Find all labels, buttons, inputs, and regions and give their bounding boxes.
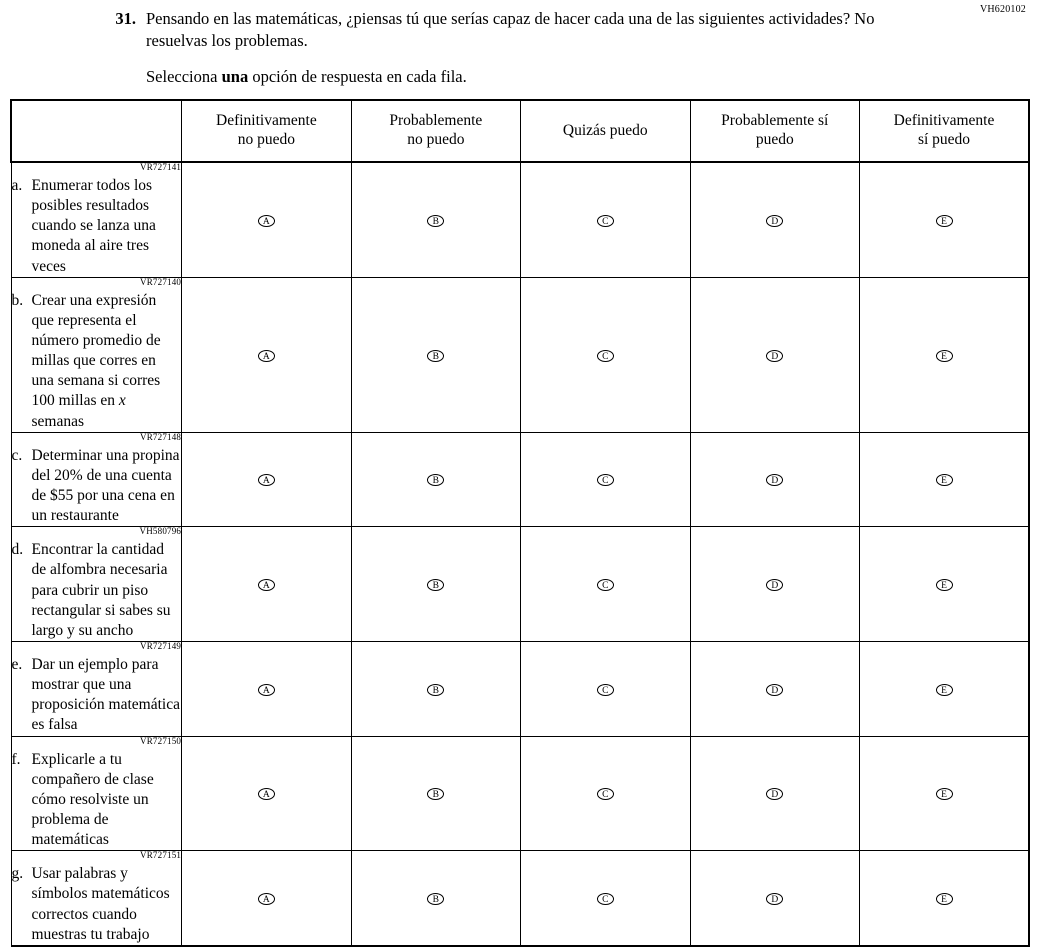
radio-b-option-2[interactable] [351, 277, 520, 432]
column-header-quizas-puedo [521, 100, 690, 162]
row-text: Enumerar todos los posibles resultados cuando se lanza una moneda al aire tres veces [31, 177, 156, 275]
bubble-a-icon[interactable]: A [258, 215, 275, 227]
row-stem-b [11, 277, 182, 432]
instruction-emphasis: una [221, 66, 249, 86]
radio-a-option-2[interactable] [351, 162, 520, 277]
header-line-1: Definitivamente [893, 112, 995, 130]
row-letter: f. [11, 750, 21, 768]
item-code: VH580796 [139, 526, 182, 537]
question-instruction [146, 66, 898, 88]
row-stem-g [11, 851, 182, 946]
bubble-e-icon[interactable]: E [936, 474, 953, 486]
bubble-e-icon[interactable]: E [936, 893, 953, 905]
bubble-a-icon[interactable]: A [258, 788, 275, 800]
row-stem-a [11, 162, 182, 277]
bubble-c-icon[interactable]: C [597, 579, 614, 591]
radio-f-option-1[interactable] [182, 736, 351, 851]
row-text: Usar palabras y símbolos matemáticos correctos cuando muestras tu trabajo [31, 865, 170, 943]
bubble-e-icon[interactable]: E [936, 684, 953, 696]
row-stem-f [11, 736, 182, 851]
header-line-2: no puedo [407, 131, 465, 148]
radio-g-option-4[interactable] [690, 851, 859, 946]
bubble-c-icon[interactable]: C [597, 350, 614, 362]
radio-g-option-1[interactable] [182, 851, 351, 946]
radio-a-option-4[interactable] [690, 162, 859, 277]
table-row [11, 432, 1029, 527]
bubble-c-icon[interactable]: C [597, 893, 614, 905]
radio-e-option-2[interactable] [351, 641, 520, 736]
row-text: Dar un ejemplo para mostrar que una proposición matemática es falsa [31, 655, 180, 734]
row-text: Determinar una propina del 20% de una cuenta de $55 por una cena en un restaurante [31, 446, 180, 525]
row-letter: g. [11, 865, 24, 883]
bubble-a-icon[interactable]: A [258, 474, 275, 486]
row-text-pre: Crear una expresión que representa el número promedio de millas que corres en una semana si corres 100 millas en [31, 291, 161, 410]
row-text-post: semanas [31, 412, 85, 430]
radio-e-option-4[interactable] [690, 641, 859, 736]
radio-b-option-1[interactable] [182, 277, 351, 432]
radio-e-option-3[interactable] [521, 641, 690, 736]
table-row [11, 641, 1029, 736]
bubble-a-icon[interactable]: A [258, 579, 275, 591]
row-stem-c [11, 432, 182, 527]
radio-c-option-1[interactable] [182, 432, 351, 527]
header-line-1: Probablemente [389, 112, 483, 130]
bubble-d-icon[interactable]: D [766, 893, 783, 905]
table-row [11, 277, 1029, 432]
bubble-a-icon[interactable]: A [258, 684, 275, 696]
radio-e-option-1[interactable] [182, 641, 351, 736]
instruction-post: opción de respuesta en cada fila. [248, 66, 467, 86]
radio-f-option-3[interactable] [521, 736, 690, 851]
radio-a-option-1[interactable] [182, 162, 351, 277]
radio-e-option-5[interactable] [860, 641, 1030, 736]
bubble-d-icon[interactable]: D [766, 215, 783, 227]
radio-b-option-4[interactable] [690, 277, 859, 432]
table-row [11, 162, 1029, 277]
header-line-1: Probablemente sí [721, 112, 829, 130]
table-row [11, 851, 1029, 946]
question-prompt-row [108, 8, 898, 52]
bubble-d-icon[interactable]: D [766, 474, 783, 486]
bubble-e-icon[interactable]: E [936, 788, 953, 800]
row-letter: c. [11, 446, 23, 464]
bubble-d-icon[interactable]: D [766, 684, 783, 696]
item-code: VR727140 [140, 276, 182, 287]
radio-c-option-5[interactable] [860, 432, 1030, 527]
radio-c-option-4[interactable] [690, 432, 859, 527]
radio-g-option-3[interactable] [521, 851, 690, 946]
response-matrix [10, 99, 1030, 947]
radio-c-option-3[interactable] [521, 432, 690, 527]
row-text-variable: x [118, 392, 126, 410]
question-number: 31. [115, 9, 136, 28]
bubble-b-icon[interactable]: B [427, 579, 444, 591]
bubble-b-icon[interactable]: B [427, 788, 444, 800]
radio-g-option-5[interactable] [860, 851, 1030, 946]
row-text [32, 291, 182, 432]
header-line-2: puedo [755, 131, 794, 148]
row-letter: b. [11, 291, 24, 309]
row-text: Explicarle a tu compañero de clase cómo resolviste un problema de matemáticas [31, 750, 154, 849]
bubble-c-icon[interactable]: C [597, 684, 614, 696]
radio-d-option-4[interactable] [690, 527, 859, 642]
radio-c-option-2[interactable] [351, 432, 520, 527]
header-line-2: sí puedo [917, 131, 971, 148]
radio-f-option-5[interactable] [860, 736, 1030, 851]
matrix-header-row [11, 100, 1029, 162]
table-row [11, 736, 1029, 851]
bubble-e-icon[interactable]: E [936, 579, 953, 591]
column-header-definitivamente-si-puedo [860, 100, 1030, 162]
radio-a-option-3[interactable] [521, 162, 690, 277]
row-letter: a. [11, 177, 23, 194]
bubble-d-icon[interactable]: D [766, 350, 783, 362]
radio-g-option-2[interactable] [351, 851, 520, 946]
bubble-e-icon[interactable]: E [936, 350, 953, 362]
item-code: VR727141 [140, 162, 182, 172]
column-header-probablemente-no-puedo [351, 100, 520, 162]
bubble-b-icon[interactable]: B [427, 684, 444, 696]
column-header-definitivamente-no-puedo [182, 100, 351, 162]
radio-d-option-2[interactable] [351, 527, 520, 642]
radio-b-option-5[interactable] [860, 277, 1030, 432]
row-letter: e. [11, 655, 23, 673]
radio-b-option-3[interactable] [521, 277, 690, 432]
bubble-d-icon[interactable]: D [766, 788, 783, 800]
radio-f-option-2[interactable] [351, 736, 520, 851]
row-stem-e [11, 641, 182, 736]
bubble-b-icon[interactable]: B [427, 350, 444, 362]
page-code: VH620102 [979, 4, 1026, 15]
radio-d-option-1[interactable] [182, 527, 351, 642]
radio-f-option-4[interactable] [690, 736, 859, 851]
question-block [108, 8, 898, 88]
question-prompt: Pensando en las matemáticas, ¿piensas tú que serías capaz de hacer cada una de las siguientes actividades? No resuelvas los problemas. [146, 9, 875, 50]
bubble-c-icon[interactable]: C [597, 215, 614, 227]
bubble-a-icon[interactable]: A [258, 893, 275, 905]
column-header-probablemente-si-puedo [690, 100, 859, 162]
radio-a-option-5[interactable] [860, 162, 1030, 277]
item-code: VR727150 [140, 735, 182, 746]
item-code: VR727148 [140, 431, 182, 442]
item-code: VR727151 [140, 850, 182, 861]
bubble-a-icon[interactable]: A [258, 350, 275, 362]
instruction-pre: Selecciona [146, 66, 222, 86]
row-text: Encontrar la cantidad de alfombra necesaria para cubrir un piso rectangular si sabes su largo y su ancho [31, 541, 171, 639]
bubble-c-icon[interactable]: C [597, 788, 614, 800]
matrix-corner-cell [11, 100, 182, 162]
bubble-b-icon[interactable]: B [427, 474, 444, 486]
bubble-e-icon[interactable]: E [936, 215, 953, 227]
bubble-b-icon[interactable]: B [427, 893, 444, 905]
item-code: VR727149 [140, 640, 182, 651]
header-line-2: no puedo [237, 131, 295, 148]
row-letter: d. [11, 541, 24, 559]
radio-d-option-5[interactable] [860, 527, 1030, 642]
header-line-1: Definitivamente [216, 112, 317, 130]
table-row [11, 527, 1029, 642]
row-stem-d [11, 527, 182, 642]
bubble-b-icon[interactable]: B [427, 215, 444, 227]
bubble-d-icon[interactable]: D [766, 579, 783, 591]
bubble-c-icon[interactable]: C [597, 474, 614, 486]
header-line-1: Quizás puedo [562, 121, 648, 139]
radio-d-option-3[interactable] [521, 527, 690, 642]
